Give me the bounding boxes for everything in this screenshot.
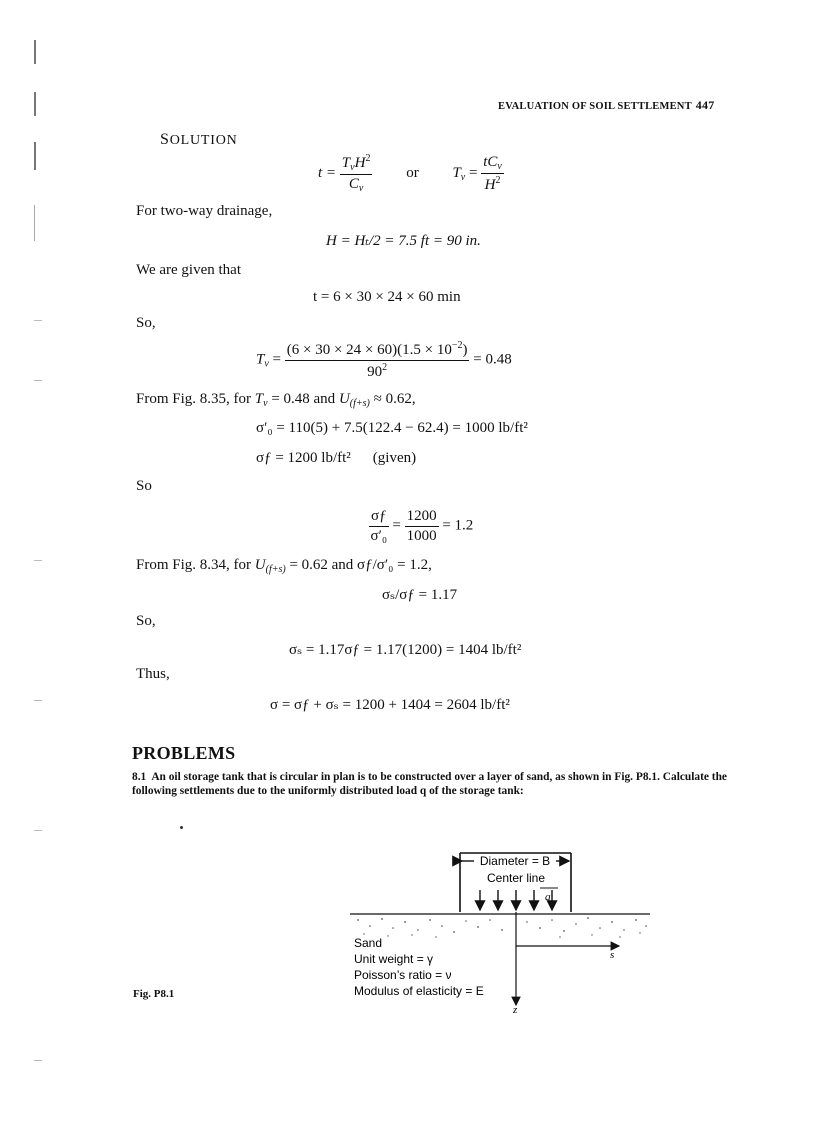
figure-storage-tank [330,840,660,1018]
paragraph-so-1: So, [136,315,156,331]
scan-margin-dash [34,560,42,561]
paragraph-fig-835: From Fig. 8.35, for $T_v = 0.48$ and $U_{(f+s)} \approx 0.62$, [136,391,416,409]
scan-margin-dash [34,380,42,381]
paragraph-two-way: For two-way drainage, [136,203,273,219]
scan-margin-mark [34,142,36,170]
modulus-label: Modulus of elasticity = E [354,984,484,998]
paragraph-so-3: So, [136,613,156,629]
scan-margin-dash [34,830,42,831]
running-title: EVALUATION OF SOIL SETTLEMENT [498,101,692,112]
scan-margin-mark [34,205,35,241]
paragraph-so-2: So [136,478,152,494]
sand-label: Sand [354,936,383,950]
paragraph-thus: Thus, [136,666,170,682]
equation-sigma-f: σƒ = 1200 lb/ft² (given) [256,450,417,466]
equation-sigma-ratio: σₛ/σƒ = 1.17 [382,587,458,603]
z-axis-label: z [513,1004,518,1016]
equation-stress-ratio: $\frac{\sigma ƒ}{\text{σ′₀}}$ = $\frac{1200}{1000}$ = 1.2 [370,508,474,544]
equation-time: t = 6 × 30 × 24 × 60 min [313,289,461,305]
stray-dot [180,826,183,829]
ground-surface [350,914,650,938]
problems-heading: PROBLEMS [132,743,236,763]
solution-heading: SOLUTION [160,131,238,148]
scan-margin-mark [34,40,36,64]
equation-sigma-total: σ = σƒ + σₛ = 1200 + 1404 = 2604 lb/ft² [270,697,510,713]
poisson-label: Poisson’s ratio = ν [354,968,452,982]
scan-margin-dash [34,700,42,701]
equation-time-factor: t = $\frac{T_vH^2}{C_v}$ or $T_v$ = $\frac{tC_v}{H^2}$ [318,153,502,194]
paragraph-given: We are given that [136,262,241,278]
scan-margin-dash [34,1060,42,1061]
running-header [498,98,714,113]
diameter-label: Diameter = B [479,854,551,868]
problem-8-1 [132,770,732,798]
equation-tv-value: $T_v$ = $\frac{(6 \times 30 \times 24 \times 60)(1.5 \times 10^{-2})}{90^2}$ = 0.48 [256,340,512,380]
page-number: 447 [695,98,715,112]
problem-text: An oil storage tank that is circular in plan is to be constructed over a layer of sand, as shown in Fig. P8.1. Calculate the following settlements due to the uniformly distributed load q of the storage tank: [132,771,727,797]
scan-margin-dash [34,320,42,321]
center-line-label: Center line [486,871,546,885]
equation-drainage-length: H = Hₜ/2 = 7.5 ft = 90 in. [326,233,481,249]
problem-number: 8.1 [132,771,147,783]
unit-weight-label: Unit weight = γ [354,952,434,966]
equation-sigma-0: σ′₀ = 110(5) + 7.5(122.4 − 62.4) = 1000 lb/ft² [256,420,528,436]
figure-label: Fig. P8.1 [133,988,175,1000]
paragraph-fig-834: From Fig. 8.34, for $U_{(f+s)} = 0.62$ and σƒ/σ′₀ = 1.2, [136,557,432,575]
equation-sigma-s: σₛ = 1.17σƒ = 1.17(1200) = 1404 lb/ft² [289,642,522,658]
scan-margin-mark [34,92,36,116]
s-axis-label: s [610,949,615,961]
axes [516,912,619,1005]
q-label: q [545,891,551,903]
